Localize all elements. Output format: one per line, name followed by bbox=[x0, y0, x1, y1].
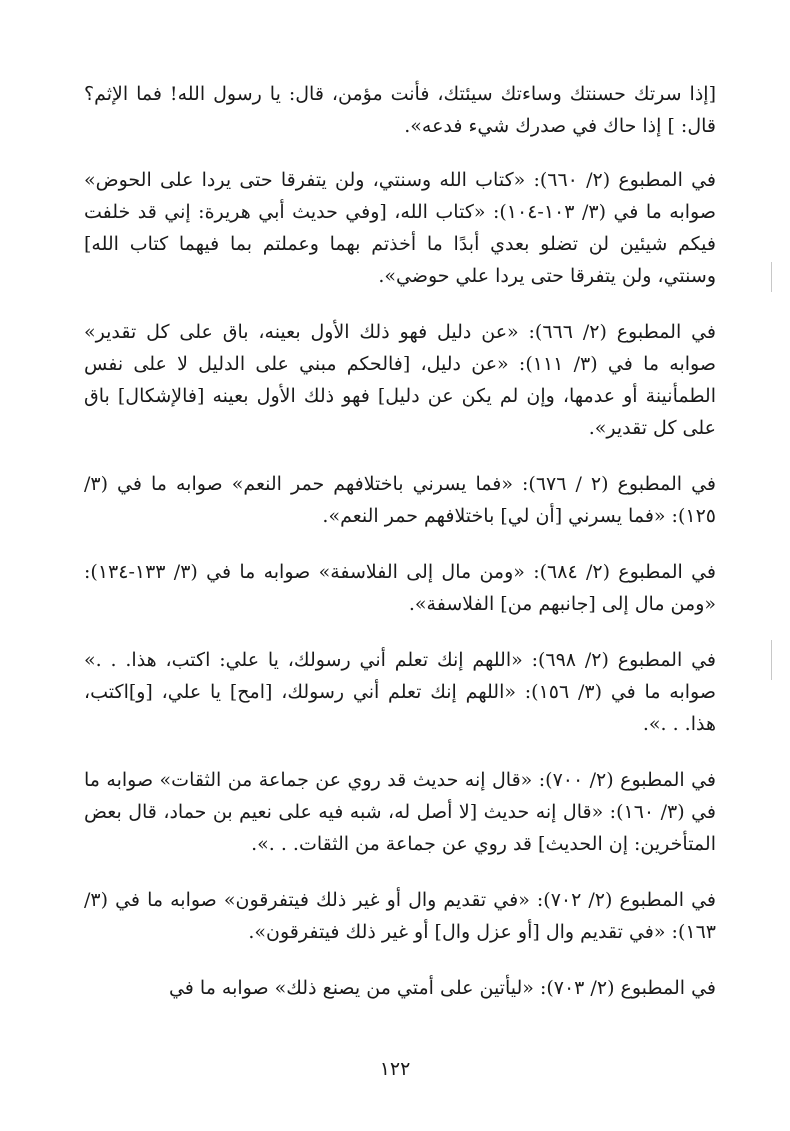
paragraph-1: [إذا سرتك حسنتك وساءتك سيئتك، فأنت مؤمن، قال: يا رسول الله! فما الإثم؟ قال: ] إذا حاك في صدرك شيء فدعه». bbox=[84, 83, 716, 137]
paragraph-3: في المطبوع (٢/ ٦٦٦): «عن دليل فهو ذلك الأول بعينه، باق على كل تقدير» صوابه ما في (٣/ ١١١): «عن دليل، [فالحكم مبني على الدليل لا على نفس الطمأنينة أو عدمها، وإن لم يكن عن دليل] فهو ذلك الأول بعينه [فالإشكال] باق على كل تقدير». bbox=[84, 321, 716, 439]
margin-line-mark bbox=[771, 262, 772, 292]
paragraph-5: في المطبوع (٢/ ٦٨٤): «ومن مال إلى الفلاسفة» صوابه ما في (٣/ ١٣٣-١٣٤): «ومن مال إلى [جانبهم من] الفلاسفة». bbox=[84, 561, 717, 615]
paragraph-6: في المطبوع (٢/ ٦٩٨): «اللهم إنك تعلم أني رسولك، يا علي: اكتب، هذا. . .» صوابه ما في (٣/ ١٥٦): «اللهم إنك تعلم أني رسولك، [امح] يا علي، [و]اكتب، هذا. . .». bbox=[84, 649, 717, 735]
paragraph-7: في المطبوع (٢/ ٧٠٠): «قال إنه حديث قد روي عن جماعة من الثقات» صوابه ما في (٣/ ١٦٠): «قال إنه حديث [لا أصل له، شبه فيه على نعيم بن حماد، قال بعض المتأخرين: إن الحديث] قد روي عن جماعة من الثقات. . .». bbox=[84, 769, 717, 855]
page-number: ١٢٢ bbox=[379, 1058, 411, 1080]
margin-line-mark bbox=[771, 640, 772, 680]
paragraph-2: في المطبوع (٢/ ٦٦٠): «كتاب الله وسنتي، ولن يتفرقا حتى يردا على الحوض» صوابه ما في (٣/ ١٠٣-١٠٤): «كتاب الله، [وفي حديث أبي هريرة: إني قد خلفت فيكم شيئين لن تضلو بعدي أبدًا ما أخذتم بهما وعملتم بما فيهما كتاب الله] وسنتي، ولن يتفرقا حتى يردا علي حوضي». bbox=[84, 169, 716, 287]
paragraph-4: في المطبوع (٢ / ٦٧٦): «فما يسرني باختلافهم حمر النعم» صوابه ما في (٣/ ١٢٥): «فما يسرني [أن لي] باختلافهم حمر النعم». bbox=[84, 473, 717, 527]
paragraph-9: في المطبوع (٢/ ٧٠٣): «ليأتين على أمتي من يصنع ذلك» صوابه ما في bbox=[168, 977, 716, 999]
main-text bbox=[84, 78, 716, 1028]
paragraph-8: في المطبوع (٢/ ٧٠٢): «في تقديم وال أو غير ذلك فيتفرقون» صوابه ما في (٣/ ١٦٣): «في تقديم وال [أو عزل وال] أو غير ذلك فيتفرقون». bbox=[84, 889, 716, 943]
